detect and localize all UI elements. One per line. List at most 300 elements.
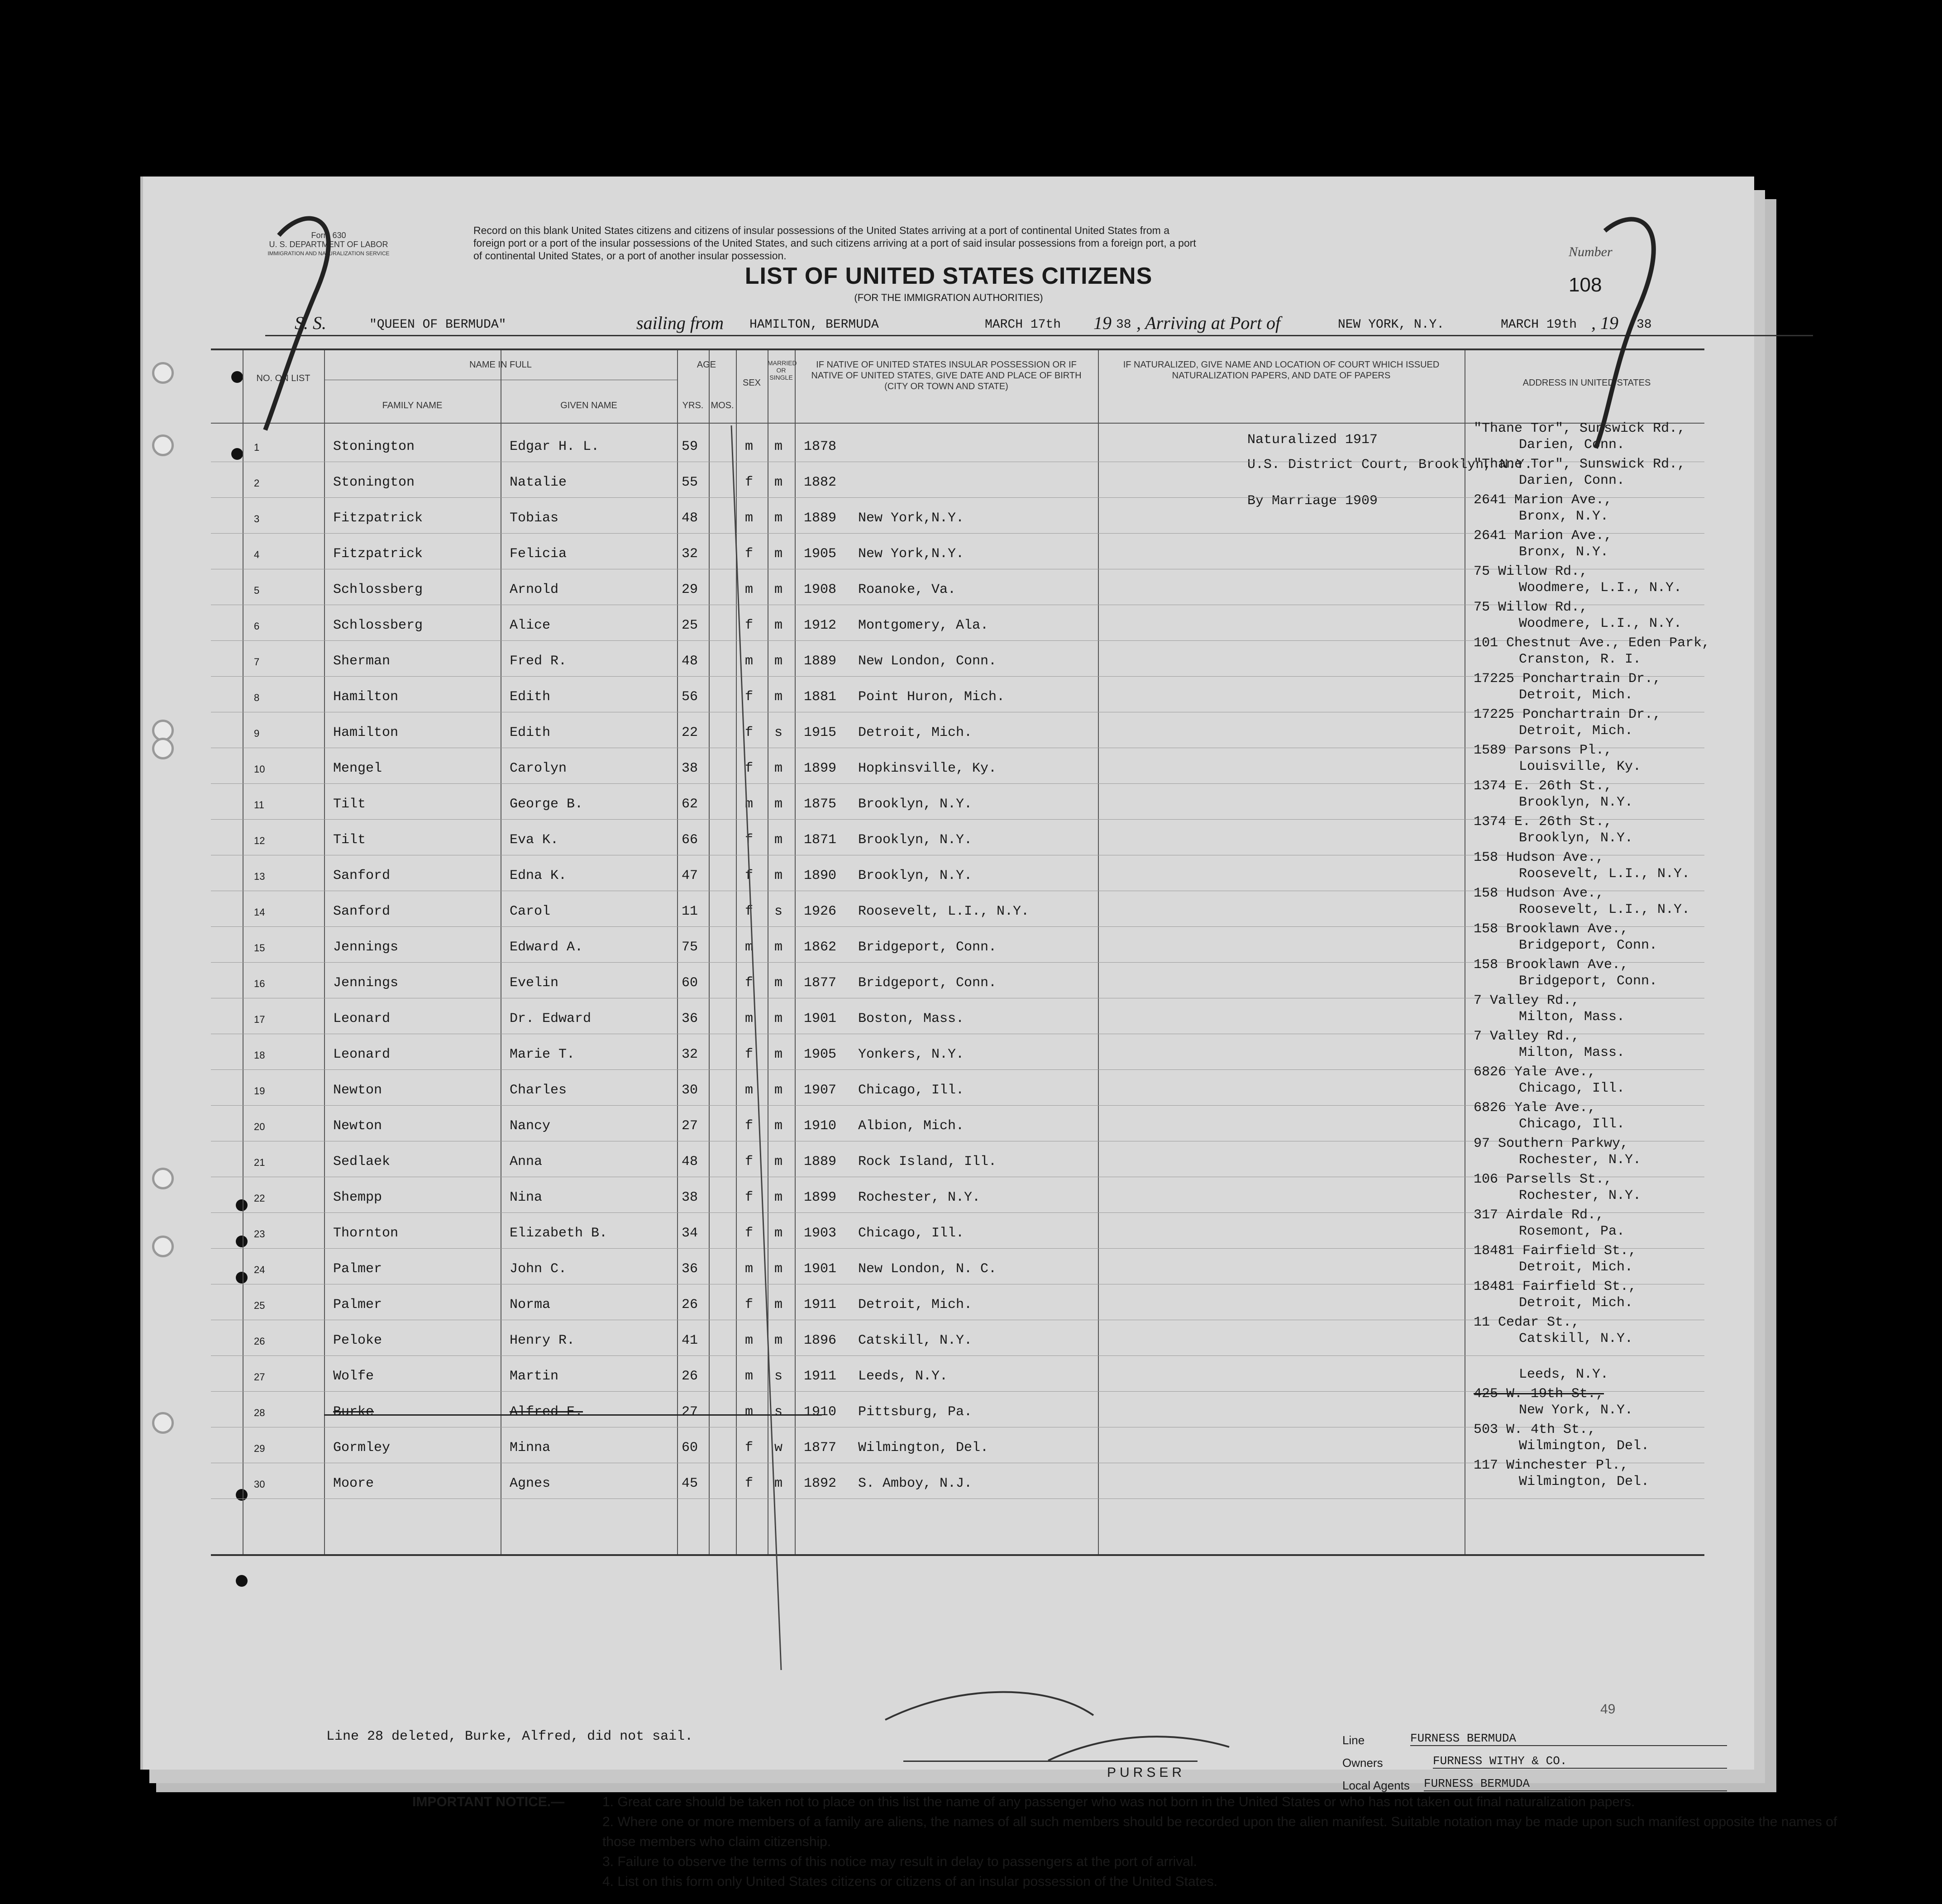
family-name: Mengel: [333, 761, 382, 776]
birth-year: 1899: [804, 1190, 837, 1205]
sex: f: [745, 1118, 754, 1134]
inspector-signature: [885, 1692, 1093, 1720]
birth-place: Catskill, N.Y.: [858, 1333, 973, 1348]
age-years: 36: [682, 1011, 698, 1026]
sex: m: [745, 1369, 754, 1384]
header-naturalized: IF NATURALIZED, GIVE NAME AND LOCATION OF COURT WHICH ISSUED NATURALIZATION PAPERS, AND DATE OF PAPERS: [1123, 360, 1440, 381]
address-line-2: Darien, Conn.: [1519, 437, 1625, 453]
address-line-2: Detroit, Mich.: [1519, 687, 1633, 703]
notice-heading: IMPORTANT NOTICE.—: [412, 1794, 565, 1809]
sex: m: [745, 1261, 754, 1277]
marital-status: m: [774, 1297, 783, 1312]
sex: f: [745, 761, 754, 776]
family-name: Wolfe: [333, 1369, 374, 1384]
address-line-2: Detroit, Mich.: [1519, 1260, 1633, 1275]
important-notice: [412, 1792, 1851, 1892]
marital-status: m: [774, 582, 783, 597]
row-number: 12: [254, 835, 265, 846]
birth-place: Roanoke, Va.: [858, 582, 956, 597]
given-name: Arnold: [510, 582, 559, 597]
row-number: 8: [254, 692, 260, 703]
address-line-2: Darien, Conn.: [1519, 473, 1625, 488]
address-line-1: 101 Chestnut Ave., Eden Park,: [1474, 635, 1710, 651]
address-line-1: 17225 Ponchartrain Dr.,: [1474, 707, 1661, 722]
family-name: Burke: [333, 1404, 374, 1420]
birth-year: 1910: [804, 1404, 837, 1420]
address-line-2: Catskill, N.Y.: [1519, 1331, 1633, 1346]
address-line-1: 75 Willow Rd.,: [1474, 600, 1588, 615]
arrival-port: NEW YORK, N.Y.: [1338, 318, 1445, 332]
address-line-2: Roosevelt, L.I., N.Y.: [1519, 902, 1690, 917]
sex: f: [745, 546, 754, 562]
birth-place: Bridgeport, Conn.: [858, 975, 997, 991]
birth-place: Leeds, N.Y.: [858, 1369, 948, 1384]
address-line-1: 75 Willow Rd.,: [1474, 564, 1588, 579]
address-line-2: Bronx, N.Y.: [1519, 544, 1609, 560]
birth-place: Albion, Mich.: [858, 1118, 964, 1134]
birth-year: 1905: [804, 546, 837, 562]
given-name: Carol: [510, 904, 551, 919]
family-name: Peloke: [333, 1333, 382, 1348]
address-line-2: Rosemont, Pa.: [1519, 1224, 1625, 1239]
marital-status: m: [774, 832, 783, 848]
age-years: 48: [682, 654, 698, 669]
marital-status: m: [774, 1083, 783, 1098]
given-name: Fred R.: [510, 654, 567, 669]
notice-item: 3. Failure to observe the terms of this notice may result in delay to passengers at the port of arrival.: [602, 1854, 1197, 1869]
intro-line: foreign port or a port of the insular possessions of the United States, and such citizens arriving at a port of said insular possessions from a foreign port, a port: [473, 237, 1196, 249]
given-name: Evelin: [510, 975, 559, 991]
row-number: 23: [254, 1228, 265, 1240]
age-years: 38: [682, 1190, 698, 1205]
birth-place: Rochester, N.Y.: [858, 1190, 981, 1205]
marital-status: m: [774, 1154, 783, 1169]
age-years: 45: [682, 1476, 698, 1491]
age-years: 25: [682, 618, 698, 633]
birth-year: 1889: [804, 1154, 837, 1169]
birth-year: 1899: [804, 761, 837, 776]
age-years: 38: [682, 761, 698, 776]
address-line-2: Roosevelt, L.I., N.Y.: [1519, 866, 1690, 882]
birth-year: 1910: [804, 1118, 837, 1134]
sex: f: [745, 832, 754, 848]
birth-place: Boston, Mass.: [858, 1011, 964, 1026]
header-birth: IF NATIVE OF UNITED STATES INSULAR POSSESSION OR IF NATIVE OF UNITED STATES, GIVE DATE AND PLACE OF BIRTH (CITY OR TOWN AND STATE): [811, 360, 1082, 391]
row-number: 22: [254, 1193, 265, 1204]
birth-year: 1889: [804, 654, 837, 669]
birth-place: Brooklyn, N.Y.: [858, 797, 973, 812]
family-name: Fitzpatrick: [333, 511, 423, 526]
age-years: 55: [682, 475, 698, 490]
address-line-1: 17225 Ponchartrain Dr.,: [1474, 671, 1661, 687]
family-name: Stonington: [333, 475, 415, 490]
marital-status: m: [774, 1118, 783, 1134]
birth-year: 1877: [804, 975, 837, 991]
address-line-2: Detroit, Mich.: [1519, 1295, 1633, 1311]
address-line-2: Chicago, Ill.: [1519, 1117, 1625, 1132]
sex: m: [745, 654, 754, 669]
age-years: 60: [682, 1440, 698, 1455]
row-number: 26: [254, 1336, 265, 1347]
family-name: Palmer: [333, 1261, 382, 1277]
department-name: U. S. DEPARTMENT OF LABOR: [269, 240, 388, 249]
arrival-date: MARCH 19th: [1501, 318, 1577, 332]
line-label: Line: [1342, 1733, 1365, 1747]
age-years: 27: [682, 1404, 698, 1420]
family-name: Fitzpatrick: [333, 546, 423, 562]
sex: m: [745, 1011, 754, 1026]
header-given-name: GIVEN NAME: [560, 401, 617, 410]
address-line-1: 2641 Marion Ave.,: [1474, 528, 1613, 544]
sex: f: [745, 1476, 754, 1491]
birth-place: New London, N. C.: [858, 1261, 997, 1277]
header-family-name: FAMILY NAME: [382, 401, 443, 410]
notice-item: 1. Great care should be taken not to place on this list the name of any passenger who was not born in the United States or who has not taken out final naturalization papers.: [602, 1794, 1635, 1809]
birth-year: 1881: [804, 689, 837, 705]
age-years: 26: [682, 1369, 698, 1384]
family-name: Palmer: [333, 1297, 382, 1312]
given-name: Tobias: [510, 511, 559, 526]
birth-year: 1875: [804, 797, 837, 812]
sex: f: [745, 725, 754, 740]
marital-status: m: [774, 654, 783, 669]
address-line-1: 1374 E. 26th St.,: [1474, 814, 1613, 830]
sex: m: [745, 439, 754, 454]
given-name: Felicia: [510, 546, 567, 562]
naturalization-note: Naturalized 1917: [1247, 432, 1378, 448]
sex: m: [745, 1333, 754, 1348]
age-years: 59: [682, 439, 698, 454]
birth-year: 1882: [804, 475, 837, 490]
address-line-2: Milton, Mass.: [1519, 1045, 1625, 1060]
address-line-1: "Thane Tor", Sunswick Rd.,: [1474, 457, 1686, 472]
birth-place: Hopkinsville, Ky.: [858, 761, 997, 776]
address-line-1: 11 Cedar St.,: [1474, 1315, 1580, 1330]
notice-item: 2. Where one or more members of a family are aliens, the names of all such members should be recorded upon the alien manifest. Suitable notation may be made upon such manifest opposite the names of those members who claim citizenship.: [602, 1814, 1837, 1849]
sex: f: [745, 475, 754, 490]
address-line-1: 425 W. 19th St.,: [1474, 1386, 1604, 1402]
sex: m: [745, 1404, 754, 1420]
birth-place: Pittsburg, Pa.: [858, 1404, 973, 1420]
header-mos: MOS.: [711, 401, 734, 410]
given-name: John C.: [510, 1261, 567, 1277]
address-line-2: Wilmington, Del.: [1519, 1474, 1650, 1489]
row-number: 17: [254, 1014, 265, 1025]
notice-item: 4. List on this form only United States citizens or citizens of an insular possession of the United States.: [602, 1874, 1218, 1889]
number-label: Number: [1569, 244, 1613, 259]
row-number: 29: [254, 1443, 265, 1454]
address-line-1: 158 Hudson Ave.,: [1474, 850, 1604, 865]
birth-place: Brooklyn, N.Y.: [858, 868, 973, 883]
header-sex: SEX: [742, 378, 761, 388]
given-name: Alice: [510, 618, 551, 633]
family-name: Leonard: [333, 1011, 391, 1026]
sheet-number: 49: [1600, 1702, 1616, 1717]
given-name: Minna: [510, 1440, 551, 1455]
row-number: 28: [254, 1407, 265, 1418]
age-years: 30: [682, 1083, 698, 1098]
marital-status: m: [774, 975, 783, 991]
address-line-1: 6826 Yale Ave.,: [1474, 1100, 1596, 1116]
naturalization-note: By Marriage 1909: [1247, 493, 1378, 509]
sex: f: [745, 868, 754, 883]
manifest-page: [140, 177, 1837, 1889]
marital-status: m: [774, 1261, 783, 1277]
birth-year: 1892: [804, 1476, 837, 1491]
birth-year: 1907: [804, 1083, 837, 1098]
row-number: 20: [254, 1121, 265, 1132]
birth-year: 1903: [804, 1226, 837, 1241]
large-handwritten-number-right: [1596, 219, 1654, 448]
address-line-1: 97 Southern Parkwy,: [1474, 1136, 1629, 1151]
address-line-2: Rochester, N.Y.: [1519, 1188, 1641, 1203]
header-name-in-full: NAME IN FULL: [469, 360, 532, 370]
row-number: 1: [254, 442, 260, 453]
address-line-1: 6826 Yale Ave.,: [1474, 1064, 1596, 1080]
marital-status: w: [774, 1440, 783, 1455]
sex: f: [745, 689, 754, 705]
birth-year: 1890: [804, 868, 837, 883]
birth-place: New York,N.Y.: [858, 546, 964, 562]
family-name: Newton: [333, 1118, 382, 1134]
sex: m: [745, 940, 754, 955]
agents-label: Local Agents: [1342, 1779, 1410, 1792]
address-line-1: 1589 Parsons Pl.,: [1474, 743, 1613, 758]
age-years: 48: [682, 511, 698, 526]
address-line-2: Cranston, R. I.: [1519, 652, 1641, 667]
address-line-2: Louisville, Ky.: [1519, 759, 1641, 774]
birth-year: 1862: [804, 940, 837, 955]
family-name: Leonard: [333, 1047, 391, 1062]
row-number: 3: [254, 513, 260, 525]
row-number: 2: [254, 477, 260, 489]
family-name: Hamilton: [333, 689, 399, 705]
given-name: Edgar H. L.: [510, 439, 600, 454]
given-name: Alfred E.: [510, 1404, 583, 1420]
age-years: 56: [682, 689, 698, 705]
row-number: 14: [254, 907, 265, 918]
age-years: 32: [682, 1047, 698, 1062]
birth-year: 1915: [804, 725, 837, 740]
marital-status: m: [774, 1333, 783, 1348]
departure-date: MARCH 17th: [985, 318, 1061, 332]
given-name: Henry R.: [510, 1333, 575, 1348]
age-years: 34: [682, 1226, 698, 1241]
birth-year: 1878: [804, 439, 837, 454]
marital-status: m: [774, 1226, 783, 1241]
address-line-2: Bridgeport, Conn.: [1519, 973, 1658, 989]
given-name: Eva K.: [510, 832, 559, 848]
purser-signature: [1048, 1737, 1229, 1761]
sex: f: [745, 618, 754, 633]
address-line-2: Brooklyn, N.Y.: [1519, 830, 1633, 846]
address-line-1: 158 Brooklawn Ave.,: [1474, 921, 1629, 937]
page-subtitle: (FOR THE IMMIGRATION AUTHORITIES): [854, 292, 1043, 303]
address-line-2: Bronx, N.Y.: [1519, 509, 1609, 524]
header-address: ADDRESS IN UNITED STATES: [1522, 378, 1651, 388]
service-name: IMMIGRATION AND NATURALIZATION SERVICE: [267, 250, 390, 257]
age-years: 66: [682, 832, 698, 848]
intro-line: Record on this blank United States citizens and citizens of insular possessions of the United States arriving at a port of continental United States from a: [473, 224, 1169, 236]
address-line-2: New York, N.Y.: [1519, 1403, 1633, 1418]
birth-place: Brooklyn, N.Y.: [858, 832, 973, 848]
address-line-1: 18481 Fairfield St.,: [1474, 1279, 1637, 1294]
sex: f: [745, 1190, 754, 1205]
age-years: 60: [682, 975, 698, 991]
age-years: 62: [682, 797, 698, 812]
purser-label: PURSER: [1107, 1765, 1186, 1780]
row-number: 27: [254, 1371, 265, 1383]
address-line-2: Woodmere, L.I., N.Y.: [1519, 616, 1682, 631]
birth-place: Bridgeport, Conn.: [858, 940, 997, 955]
birth-year: 1901: [804, 1261, 837, 1277]
birth-place: Yonkers, N.Y.: [858, 1047, 964, 1062]
row-number: 19: [254, 1085, 265, 1097]
row-number: 16: [254, 978, 265, 989]
sex: f: [745, 1226, 754, 1241]
header-married: MARRIED OR SINGLE: [768, 359, 797, 381]
birth-place: Roosevelt, L.I., N.Y.: [858, 904, 1030, 919]
ss-label: S. S.: [295, 313, 326, 333]
sailing-label: sailing from: [636, 313, 724, 333]
form-number: Form 630: [311, 231, 346, 240]
family-name: Shempp: [333, 1190, 382, 1205]
family-name: Thornton: [333, 1226, 399, 1241]
given-name: Natalie: [510, 475, 567, 490]
marital-status: s: [774, 1369, 783, 1384]
address-line-2: Rochester, N.Y.: [1519, 1152, 1641, 1168]
birth-year: 1889: [804, 511, 837, 526]
marital-status: m: [774, 439, 783, 454]
address-line-2: Woodmere, L.I., N.Y.: [1519, 580, 1682, 596]
departure-port: HAMILTON, BERMUDA: [749, 318, 879, 332]
family-name: Schlossberg: [333, 582, 423, 597]
given-name: Nancy: [510, 1118, 551, 1134]
row-number: 7: [254, 656, 260, 668]
birth-year: 1877: [804, 1440, 837, 1455]
address-line-2: Detroit, Mich.: [1519, 723, 1633, 739]
address-line-2: Wilmington, Del.: [1519, 1438, 1650, 1454]
family-name: Sanford: [333, 868, 391, 883]
arriving-label: , Arriving at Port of: [1136, 313, 1281, 333]
family-name: Sanford: [333, 904, 391, 919]
given-name: Edward A.: [510, 940, 583, 955]
deletion-note: Line 28 deleted, Burke, Alfred, did not sail.: [326, 1729, 693, 1744]
row-number: 18: [254, 1050, 265, 1061]
marital-status: m: [774, 1011, 783, 1026]
given-name: Anna: [510, 1154, 543, 1169]
address-line-1: 2641 Marion Ave.,: [1474, 492, 1613, 508]
address-line-1: 106 Parsells St.,: [1474, 1172, 1613, 1187]
family-name: Moore: [333, 1476, 374, 1491]
sex: m: [745, 511, 754, 526]
address-line-2: Bridgeport, Conn.: [1519, 938, 1658, 953]
family-name: Jennings: [333, 975, 399, 991]
birth-place: Chicago, Ill.: [858, 1083, 964, 1098]
marital-status: m: [774, 940, 783, 955]
birth-place: S. Amboy, N.J.: [858, 1476, 973, 1491]
sex: f: [745, 904, 754, 919]
sex: f: [745, 1297, 754, 1312]
age-years: 48: [682, 1154, 698, 1169]
given-name: Marie T.: [510, 1047, 575, 1062]
marital-status: m: [774, 475, 783, 490]
row-number: 21: [254, 1157, 265, 1168]
marital-status: m: [774, 1047, 783, 1062]
departure-year: 38: [1116, 318, 1131, 332]
birth-place: Detroit, Mich.: [858, 725, 973, 740]
birth-place: Chicago, Ill.: [858, 1226, 964, 1241]
given-name: Carolyn: [510, 761, 567, 776]
age-years: 29: [682, 582, 698, 597]
age-years: 26: [682, 1297, 698, 1312]
address-line-1: 317 Airdale Rd.,: [1474, 1207, 1604, 1223]
address-line-1: "Thane Tor", Sunswick Rd.,: [1474, 421, 1686, 436]
given-name: Edith: [510, 725, 551, 740]
family-name: Gormley: [333, 1440, 391, 1455]
page-title: LIST OF UNITED STATES CITIZENS: [744, 263, 1153, 289]
given-name: Elizabeth B.: [510, 1226, 608, 1241]
address-line-2: Brooklyn, N.Y.: [1519, 795, 1633, 810]
birth-place: New York,N.Y.: [858, 511, 964, 526]
given-name: Nina: [510, 1190, 543, 1205]
marital-status: m: [774, 511, 783, 526]
intro-line: of continental United States, or a port of another insular possession.: [473, 250, 787, 262]
age-years: 11: [682, 904, 698, 919]
birth-place: New London, Conn.: [858, 654, 997, 669]
owners-value: FURNESS WITHY & CO.: [1433, 1754, 1727, 1769]
ship-name: "QUEEN OF BERMUDA": [369, 318, 506, 332]
age-years: 36: [682, 1261, 698, 1277]
marital-status: m: [774, 618, 783, 633]
marital-status: m: [774, 546, 783, 562]
address-line-1: 158 Brooklawn Ave.,: [1474, 957, 1629, 973]
marital-status: m: [774, 797, 783, 812]
marital-status: s: [774, 1404, 783, 1420]
birth-year: 1912: [804, 618, 837, 633]
birth-place: Rock Island, Ill.: [858, 1154, 997, 1169]
address-line-1: 7 Valley Rd.,: [1474, 993, 1580, 1008]
birth-year: 1901: [804, 1011, 837, 1026]
family-name: Sedlaek: [333, 1154, 391, 1169]
family-name: Newton: [333, 1083, 382, 1098]
line-value: FURNESS BERMUDA: [1410, 1732, 1727, 1746]
family-name: Stonington: [333, 439, 415, 454]
handwritten-marks: [143, 177, 1754, 1770]
age-years: 41: [682, 1333, 698, 1348]
row-number: 9: [254, 728, 260, 739]
given-name: Norma: [510, 1297, 551, 1312]
list-number: 108: [1569, 274, 1602, 296]
family-name: Tilt: [333, 832, 366, 848]
row-number: 5: [254, 585, 260, 596]
given-name: Martin: [510, 1369, 559, 1384]
address-line-1: 7 Valley Rd.,: [1474, 1029, 1580, 1044]
birth-place: Point Huron, Mich.: [858, 689, 1005, 705]
marital-status: m: [774, 1190, 783, 1205]
age-years: 47: [682, 868, 698, 883]
birth-year: 1911: [804, 1297, 837, 1312]
sex: m: [745, 797, 754, 812]
marital-status: m: [774, 1476, 783, 1491]
header-yrs: YRS.: [682, 401, 704, 410]
age-years: 22: [682, 725, 698, 740]
row-number: 10: [254, 764, 265, 775]
birth-place: Wilmington, Del.: [858, 1440, 989, 1455]
family-name: Jennings: [333, 940, 399, 955]
address-line-1: 158 Hudson Ave.,: [1474, 886, 1604, 901]
naturalization-note: U.S. District Court, Brooklyn, N.Y.: [1247, 457, 1533, 472]
